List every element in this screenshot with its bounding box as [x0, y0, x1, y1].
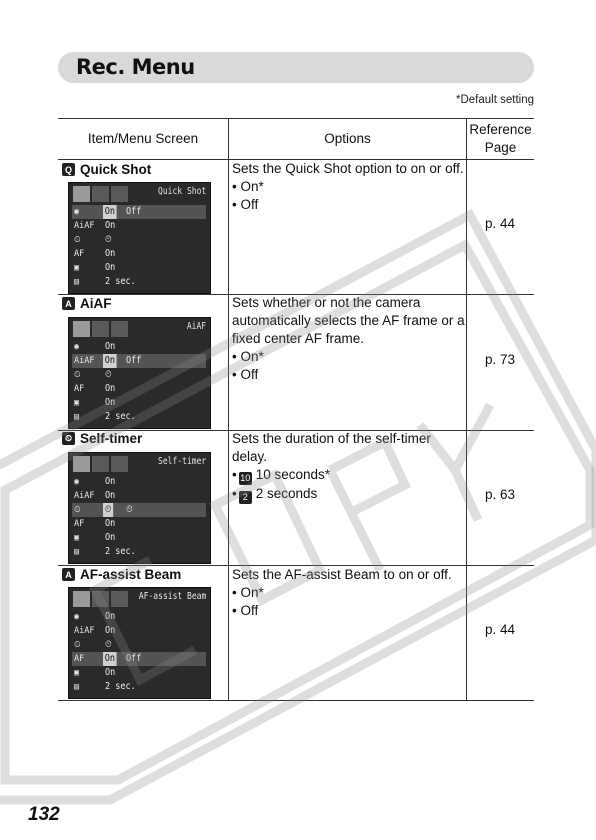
reference-page: p. 63 [484, 487, 516, 502]
my-camera-tab-icon [111, 321, 128, 337]
page-number: 132 [28, 804, 60, 825]
screen-row-value: ⏲ [105, 369, 112, 380]
aiaf-icon: A [62, 297, 75, 310]
screen-row-value: On [105, 248, 116, 259]
row-title-label: AF-assist Beam [80, 567, 182, 582]
header-item: Item/Menu Screen [87, 130, 199, 146]
my-camera-tab-icon [111, 186, 128, 202]
row-title [62, 431, 142, 446]
option-text: 2 seconds [255, 486, 318, 501]
option-line: Sets the Quick Shot option to on or off. [232, 161, 464, 176]
column-divider [466, 118, 467, 700]
option-line: • Off [232, 603, 259, 618]
screen-row-icon: ⏲ [74, 235, 81, 245]
option-line: • Off [232, 367, 259, 382]
screen-row-icon: ▣ [74, 398, 80, 408]
option-line: • On* [232, 179, 264, 194]
screen-menu-row [72, 275, 206, 289]
menu-screen [68, 587, 211, 699]
screen-row-value: ⏲ [104, 504, 112, 515]
self-timer-2s-icon: 2 [239, 491, 252, 504]
screen-title: Self-timer [157, 456, 206, 467]
screen-menu-row [72, 624, 206, 638]
setup-tab-icon [92, 456, 109, 472]
my-camera-tab-icon [111, 456, 128, 472]
my-camera-tab-icon [111, 591, 128, 607]
camera-tab-icon [73, 321, 90, 337]
screen-row-value: On [105, 625, 116, 636]
screen-row-icon: ▣ [74, 533, 80, 543]
section-title: Rec. Menu [76, 55, 195, 79]
screen-row-value: On [105, 397, 116, 408]
screen-row-value: On [105, 611, 116, 622]
screen-row-icon: AF [74, 654, 85, 664]
row-options [232, 160, 464, 214]
screen-row-icon: AiAF [74, 221, 95, 231]
screen-title: AiAF [186, 321, 206, 332]
screen-row-value: ⏲ [105, 639, 112, 650]
screen-row-icon: AiAF [74, 356, 95, 366]
screen-menu-row [72, 666, 206, 680]
menu-screen [68, 182, 211, 294]
screen-tabs [73, 456, 133, 472]
screen-menu-row [72, 368, 206, 382]
screen-menu-row [72, 354, 206, 368]
screen-row-icon: ⏲ [74, 640, 81, 650]
screen-menu-row [72, 610, 206, 624]
quick-shot-icon: Q [62, 163, 75, 176]
screen-menu-row [72, 503, 206, 517]
screen-row-icon: ◉ [74, 477, 80, 487]
screen-row-alt: Off [126, 653, 142, 664]
screen-menu-row [72, 247, 206, 261]
screen-row-value: On [105, 341, 116, 352]
screen-menu-list [72, 340, 206, 424]
screen-row-value: 2 sec. [105, 546, 136, 557]
screen-menu-row [72, 261, 206, 275]
header-options: Options [324, 130, 371, 146]
camera-tab-icon [73, 186, 90, 202]
screen-row-icon: AiAF [74, 491, 95, 501]
option-text: 10 seconds* [255, 467, 331, 482]
screen-row-icon: AiAF [74, 626, 95, 636]
screen-menu-row [72, 475, 206, 489]
screen-title: AF-assist Beam [138, 591, 206, 602]
screen-menu-row [72, 205, 206, 219]
screen-row-icon: ▣ [74, 263, 80, 273]
reference-page: p. 44 [484, 216, 516, 231]
table-bottom-rule [58, 700, 534, 701]
screen-row-icon: ◉ [74, 342, 80, 352]
screen-menu-row [72, 382, 206, 396]
screen-row-value: On [104, 653, 115, 664]
screen-menu-row [72, 680, 206, 694]
screen-menu-list [72, 205, 206, 289]
screen-row-icon: AF [74, 384, 85, 394]
camera-tab-icon [73, 591, 90, 607]
screen-menu-row [72, 410, 206, 424]
screen-title: Quick Shot [157, 186, 206, 197]
screen-row-icon: ▤ [74, 277, 80, 287]
screen-menu-row [72, 396, 206, 410]
screen-menu-list [72, 610, 206, 694]
screen-row-icon: ▤ [74, 412, 80, 422]
default-setting-note: *Default setting [456, 94, 534, 106]
screen-menu-row [72, 340, 206, 354]
section-banner [58, 52, 534, 83]
screen-row-alt: Off [126, 355, 142, 366]
self-timer-10s-icon: 10 [240, 473, 251, 483]
screen-menu-row [72, 233, 206, 247]
screen-tabs [73, 321, 133, 337]
screen-menu-row [72, 531, 206, 545]
setup-tab-icon [92, 321, 109, 337]
screen-row-value: 2 sec. [105, 411, 136, 422]
screen-menu-row [72, 652, 206, 666]
self-timer-icon: ⏲ [62, 432, 75, 445]
screen-row-value: On [105, 490, 116, 501]
screen-row-icon: ⏲ [74, 370, 81, 380]
screen-row-icon: ⏲ [74, 505, 81, 515]
option-line: • 2 2 seconds [232, 486, 318, 502]
screen-row-value: ⏲ [105, 234, 112, 245]
screen-row-value: 2 sec. [105, 681, 136, 692]
setup-tab-icon [92, 186, 109, 202]
row-title-label: Quick Shot [80, 162, 152, 177]
option-line: Sets the AF-assist Beam to on or off. [232, 567, 452, 582]
screen-tabs [73, 591, 133, 607]
row-options [232, 566, 464, 620]
screen-row-alt: ⏲ [126, 504, 133, 515]
screen-row-icon: ▣ [74, 668, 80, 678]
option-line: fixed center AF frame. [232, 331, 365, 346]
screen-row-icon: AF [74, 519, 85, 529]
screen-menu-row [72, 545, 206, 559]
screen-row-value: On [105, 532, 116, 543]
screen-row-value: On [105, 220, 116, 231]
screen-row-value: On [105, 262, 116, 273]
option-line: Sets the duration of the self-timer [232, 431, 431, 446]
screen-row-value: On [104, 355, 115, 366]
screen-row-icon: ◉ [74, 207, 80, 217]
menu-screen [68, 317, 211, 429]
option-line: Sets whether or not the camera [232, 295, 421, 310]
header-reference: Reference Page [469, 121, 532, 155]
option-line: • 10 10 seconds* [232, 467, 331, 483]
row-title-label: AiAF [80, 296, 112, 311]
screen-row-value: On [105, 383, 116, 394]
option-line: delay. [232, 449, 268, 464]
screen-menu-row [72, 489, 206, 503]
option-line: automatically selects the AF frame or a [232, 313, 465, 328]
camera-tab-icon [73, 456, 90, 472]
option-line: • Off [232, 197, 259, 212]
screen-menu-row [72, 638, 206, 652]
screen-row-value: On [105, 476, 116, 487]
screen-row-icon: ◉ [74, 612, 80, 622]
row-title [62, 567, 181, 582]
option-line: • On* [232, 585, 264, 600]
setup-tab-icon [92, 591, 109, 607]
screen-menu-row [72, 219, 206, 233]
screen-row-value: 2 sec. [105, 276, 136, 287]
row-title [62, 296, 112, 311]
row-title-label: Self-timer [80, 431, 143, 446]
screen-menu-list [72, 475, 206, 559]
row-options [232, 430, 464, 504]
af-assist-beam-icon: A [62, 568, 75, 581]
screen-row-alt: Off [126, 206, 142, 217]
screen-row-icon: ▤ [74, 547, 80, 557]
reference-page: p. 44 [484, 622, 516, 637]
screen-row-value: On [104, 206, 115, 217]
column-divider [228, 118, 229, 700]
reference-page: p. 73 [484, 352, 516, 367]
screen-row-icon: ▤ [74, 682, 80, 692]
row-options [232, 294, 464, 384]
screen-tabs [73, 186, 133, 202]
screen-row-icon: AF [74, 249, 85, 259]
screen-row-value: On [105, 518, 116, 529]
option-line: • On* [232, 349, 264, 364]
screen-menu-row [72, 517, 206, 531]
screen-row-value: On [105, 667, 116, 678]
menu-screen [68, 452, 211, 564]
row-title [62, 162, 151, 177]
